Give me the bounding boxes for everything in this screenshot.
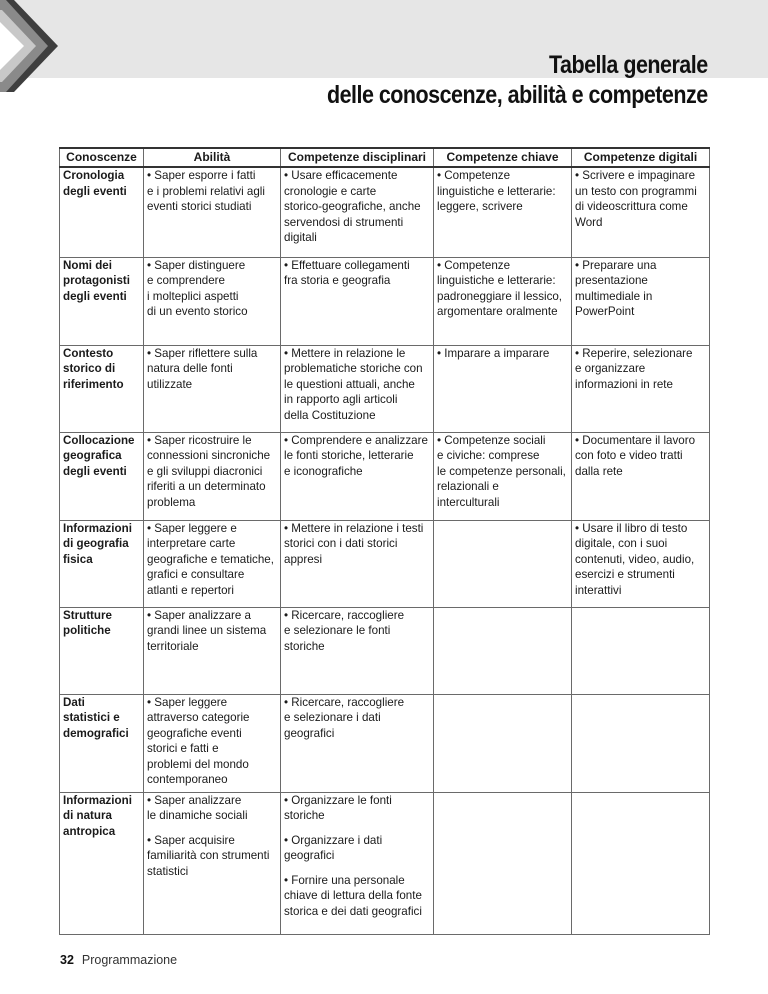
cell-text-line: • Usare efficacemente <box>284 169 398 182</box>
cell-competenze-digitali <box>572 792 710 934</box>
cell-text-line: interculturali <box>437 495 500 509</box>
cell-text-line: • Saper leggere e <box>147 521 237 535</box>
cell-text-line: • Organizzare i dati <box>284 833 383 847</box>
cell-text-line: digitale, con i suoi <box>575 537 668 551</box>
cell-text-line: • Imparare a imparare <box>437 346 550 360</box>
cell-text-line: le competenze personali, <box>437 464 566 478</box>
cell-text-line: protagonisti <box>63 274 130 288</box>
cell-text-line: • Competenze <box>437 169 511 182</box>
page-number: 32 <box>60 953 74 967</box>
competences-table <box>59 147 710 935</box>
cell-text-line: le fonti storiche, letterarie <box>284 449 414 463</box>
cell-text-line: geografici <box>284 849 335 863</box>
cell-text-line: Contesto <box>63 346 114 360</box>
header-conoscenze: Conoscenze <box>60 148 144 167</box>
cell-text-line: e iconografiche <box>284 464 363 478</box>
cell-conoscenze <box>60 345 144 432</box>
cell-text-line: presentazione <box>575 274 648 288</box>
table-row <box>60 345 710 432</box>
cell-competenze-digitali <box>572 607 710 694</box>
cell-text-line: Nomi dei <box>63 258 112 272</box>
cell-text-line: statistici <box>147 864 189 878</box>
cell-competenze-disciplinari <box>281 432 434 520</box>
cell-text-line: • Saper analizzare <box>147 793 242 807</box>
paragraph-gap <box>147 824 277 833</box>
cell-text-line: contenuti, video, audio, <box>575 552 695 566</box>
cell-text-line: Informazioni <box>63 793 132 807</box>
cell-abilita <box>144 520 281 607</box>
table-row <box>60 432 710 520</box>
cell-text-line: di geografia <box>63 537 129 551</box>
cell-competenze-disciplinari <box>281 792 434 934</box>
cell-text-line: demografici <box>63 726 129 740</box>
cell-conoscenze <box>60 694 144 792</box>
cell-text-line: • Saper acquisire <box>147 833 235 847</box>
cell-conoscenze <box>60 167 144 257</box>
cell-text-line: • Competenze sociali <box>437 433 546 447</box>
cell-competenze-disciplinari <box>281 694 434 792</box>
cell-text-line: appresi <box>284 552 323 566</box>
cell-text-line: le dinamiche sociali <box>147 809 248 823</box>
cell-text-line: attraverso categorie <box>147 711 250 725</box>
cell-text-line: • Preparare una <box>575 258 657 272</box>
cell-text-line: e organizzare <box>575 362 646 376</box>
cell-competenze-digitali <box>572 520 710 607</box>
cell-text-line: • Saper esporre i fatti <box>147 169 256 182</box>
cell-conoscenze <box>60 792 144 934</box>
cell-text-line: fisica <box>63 552 93 566</box>
cell-text-line: • Mettere in relazione i testi <box>284 521 424 535</box>
cell-text-line: Dati <box>63 695 85 709</box>
cell-text-line: Informazioni <box>63 521 132 535</box>
cell-text-line: di videoscrittura come <box>575 200 688 214</box>
cell-text-line: un testo con programmi <box>575 184 697 198</box>
cell-text-line: padroneggiare il lessico, <box>437 289 563 303</box>
page-title-line-2: delle conoscenze, abilità e competenze <box>327 81 708 109</box>
cell-conoscenze <box>60 607 144 694</box>
cell-text-line: leggere, scrivere <box>437 200 523 214</box>
cell-text-line: connessioni sincroniche <box>147 449 271 463</box>
cell-abilita <box>144 694 281 792</box>
cell-text-line: digitali <box>284 231 317 245</box>
cell-conoscenze <box>60 520 144 607</box>
cell-competenze-chiave <box>434 432 572 520</box>
cell-text-line: e comprendere <box>147 274 225 288</box>
cell-text-line: e civiche: comprese <box>437 449 540 463</box>
cell-text-line: informazioni in rete <box>575 377 673 391</box>
cell-text-line: servendosi di strumenti <box>284 215 404 229</box>
table-header-row <box>60 148 710 167</box>
cell-text-line: • Reperire, selezionare <box>575 346 693 360</box>
cell-text-line: antropica <box>63 824 116 838</box>
cell-text-line: contemporaneo <box>147 773 228 787</box>
cell-text-line: problematiche storiche con <box>284 362 423 376</box>
header-abilita: Abilità <box>144 148 281 167</box>
cell-text-line: storiche <box>284 639 325 653</box>
cell-text-line: geografiche e tematiche, <box>147 552 274 566</box>
cell-text-line: con foto e video tratti <box>575 449 683 463</box>
cell-text-line: • Usare il libro di testo <box>575 521 688 535</box>
cell-text-line: grandi linee un sistema <box>147 624 267 638</box>
cell-abilita <box>144 345 281 432</box>
cell-competenze-chiave <box>434 345 572 432</box>
page-title-line-1: Tabella generale <box>549 51 708 79</box>
table-row <box>60 607 710 694</box>
cell-abilita <box>144 167 281 257</box>
cell-text-line: e i problemi relativi agli <box>147 184 265 198</box>
cell-competenze-disciplinari <box>281 257 434 345</box>
cell-text-line: Collocazione <box>63 433 135 447</box>
chevron-decoration-icon <box>0 0 60 96</box>
cell-competenze-digitali <box>572 694 710 792</box>
cell-competenze-disciplinari <box>281 607 434 694</box>
cell-text-line: • Fornire una personale <box>284 873 405 887</box>
table-row <box>60 167 710 257</box>
cell-competenze-chiave <box>434 520 572 607</box>
cell-text-line: storico di <box>63 362 116 376</box>
cell-text-line: cronologie e carte <box>284 184 377 198</box>
cell-text-line: linguistiche e letterarie: <box>437 184 556 198</box>
header-competenze-digitali: Competenze digitali <box>572 148 710 167</box>
cell-text-line: • Ricercare, raccogliere <box>284 695 405 709</box>
cell-conoscenze <box>60 432 144 520</box>
cell-competenze-chiave <box>434 792 572 934</box>
cell-text-line: degli eventi <box>63 289 127 303</box>
cell-text-line: linguistiche e letterarie: <box>437 274 556 288</box>
cell-text-line: storica e dei dati geografici <box>284 905 422 919</box>
cell-text-line: riferiti a un determinato <box>147 480 266 494</box>
cell-text-line: le questioni attuali, anche <box>284 377 415 391</box>
page-title <box>327 50 708 110</box>
header-competenze-disciplinari: Competenze disciplinari <box>281 148 434 167</box>
cell-text-line: geografiche eventi <box>147 726 242 740</box>
cell-text-line: • Saper distinguere <box>147 258 246 272</box>
cell-text-line: Strutture <box>63 608 112 622</box>
cell-competenze-chiave <box>434 167 572 257</box>
paragraph-gap <box>284 824 430 833</box>
cell-text-line: degli eventi <box>63 464 127 478</box>
cell-text-line: • Effettuare collegamenti <box>284 258 410 272</box>
cell-competenze-disciplinari <box>281 520 434 607</box>
cell-text-line: della Costituzione <box>284 408 376 422</box>
cell-text-line: eventi storici studiati <box>147 200 252 214</box>
cell-text-line: degli eventi <box>63 184 127 198</box>
table-row <box>60 694 710 792</box>
table-row <box>60 792 710 934</box>
cell-text-line: interpretare carte <box>147 537 236 551</box>
cell-text-line: utilizzate <box>147 377 193 391</box>
cell-abilita <box>144 792 281 934</box>
cell-text-line: storiche <box>284 809 325 823</box>
cell-text-line: territoriale <box>147 639 199 653</box>
cell-competenze-disciplinari <box>281 345 434 432</box>
page-footer <box>60 953 177 967</box>
cell-text-line: chiave di lettura della fonte <box>284 889 422 903</box>
cell-text-line: esercizi e strumenti <box>575 568 675 582</box>
header-competenze-chiave: Competenze chiave <box>434 148 572 167</box>
cell-text-line: PowerPoint <box>575 305 635 319</box>
cell-text-line: • Documentare il lavoro <box>575 433 696 447</box>
cell-text-line: • Saper analizzare a <box>147 608 251 622</box>
cell-text-line: • Saper riflettere sulla <box>147 346 258 360</box>
cell-text-line: e selezionare le fonti <box>284 624 391 638</box>
cell-text-line: storici con i dati storici <box>284 537 398 551</box>
cell-text-line: • Scrivere e impaginare <box>575 169 696 182</box>
cell-text-line: riferimento <box>63 377 124 391</box>
cell-text-line: problemi del mondo <box>147 757 249 771</box>
paragraph-gap <box>284 864 430 873</box>
cell-text-line: • Ricercare, raccogliere <box>284 608 405 622</box>
cell-text-line: problema <box>147 495 196 509</box>
cell-text-line: familiarità con strumenti <box>147 849 270 863</box>
cell-text-line: storici e fatti e <box>147 742 219 756</box>
cell-text-line: • Saper ricostruire le <box>147 433 252 447</box>
cell-text-line: multimediale in <box>575 289 653 303</box>
cell-text-line: di un evento storico <box>147 305 248 319</box>
cell-text-line: statistici e <box>63 711 120 725</box>
cell-text-line: • Comprendere e analizzare <box>284 433 428 447</box>
cell-text-line: fra storia e geografia <box>284 274 391 288</box>
cell-text-line: Word <box>575 215 603 229</box>
cell-text-line: • Saper leggere <box>147 695 228 709</box>
cell-text-line: natura delle fonti <box>147 362 233 376</box>
cell-text-line: grafici e consultare <box>147 568 245 582</box>
cell-text-line: in rapporto agli articoli <box>284 393 398 407</box>
cell-text-line: argomentare oralmente <box>437 305 558 319</box>
cell-text-line: interattivi <box>575 583 622 597</box>
cell-text-line: i molteplici aspetti <box>147 289 239 303</box>
cell-text-line: relazionali e <box>437 480 499 494</box>
cell-competenze-digitali <box>572 257 710 345</box>
cell-competenze-chiave <box>434 694 572 792</box>
cell-competenze-disciplinari <box>281 167 434 257</box>
cell-text-line: geografici <box>284 726 335 740</box>
cell-competenze-digitali <box>572 432 710 520</box>
cell-text-line: di natura <box>63 809 112 823</box>
cell-conoscenze <box>60 257 144 345</box>
table-row <box>60 520 710 607</box>
cell-text-line: e gli sviluppi diacronici <box>147 464 263 478</box>
cell-text-line: dalla rete <box>575 464 623 478</box>
table-row <box>60 257 710 345</box>
cell-abilita <box>144 257 281 345</box>
cell-text-line: geografica <box>63 449 122 463</box>
cell-competenze-digitali <box>572 167 710 257</box>
cell-competenze-chiave <box>434 257 572 345</box>
cell-abilita <box>144 432 281 520</box>
cell-text-line: storico-geografiche, anche <box>284 200 421 214</box>
cell-abilita <box>144 607 281 694</box>
cell-text-line: politiche <box>63 624 111 638</box>
cell-competenze-chiave <box>434 607 572 694</box>
cell-text-line: atlanti e repertori <box>147 583 234 597</box>
cell-text-line: • Mettere in relazione le <box>284 346 406 360</box>
cell-text-line: • Organizzare le fonti <box>284 793 392 807</box>
cell-competenze-digitali <box>572 345 710 432</box>
footer-label: Programmazione <box>81 953 178 967</box>
cell-text-line: • Competenze <box>437 258 511 272</box>
cell-text-line: Cronologia <box>63 169 125 182</box>
cell-text-line: e selezionare i dati <box>284 711 381 725</box>
